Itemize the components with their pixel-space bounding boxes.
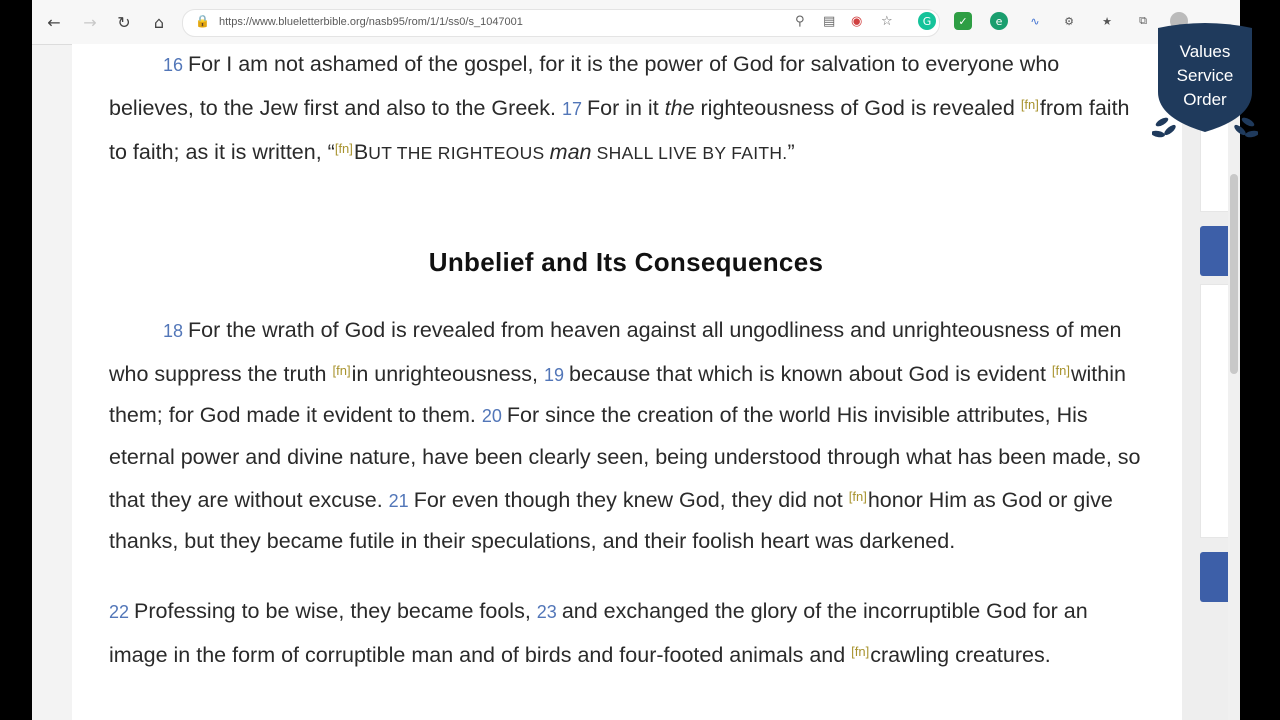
footnote-link[interactable]: [fn] (332, 363, 351, 379)
key-icon[interactable]: ⚲ (795, 14, 805, 29)
values-badge-logo (1152, 22, 1258, 132)
verse-number-23[interactable]: 23 (536, 602, 557, 622)
back-icon[interactable]: ← (47, 12, 61, 32)
tracking-icon[interactable]: ◉ (851, 14, 863, 29)
verse-number-21[interactable]: 21 (388, 490, 409, 511)
verse-number-18[interactable]: 18 (163, 321, 184, 341)
verse-number-22[interactable]: 22 (109, 602, 130, 622)
reader-icon[interactable]: ▤ (823, 14, 836, 29)
verse-number-20[interactable]: 20 (481, 406, 502, 427)
verse-16-text: For I am not ashamed of the gospel, for it is the power of God for salvation to everyone who believes, to the Jew first and also to the Greek. (109, 52, 1060, 121)
audio-extension-icon[interactable]: ∿ (1030, 14, 1040, 28)
browser-toolbar (32, 0, 1240, 45)
paragraph-verses-18-21 (109, 310, 1149, 561)
verse-17-text-a: For in it (586, 96, 665, 121)
favorites-icon[interactable]: ★ (1102, 14, 1112, 28)
verse-17-text-c: from faith to faith; as it is written, “ (109, 96, 1130, 165)
verse-18-text-a: For the wrath of God is revealed from heaven against all ungodliness and unrighteousness of men who suppress the truth (109, 318, 1122, 387)
verse-23-text-a: and exchanged the glory of the incorruptible God for an image in the form of corruptible man and of birds and four-footed animals and (109, 599, 1088, 668)
collections-icon[interactable]: ⧉ (1139, 14, 1147, 27)
verse-20-text: For since the creation of the world His invisible attributes, His eternal power and divine nature, have been clearly seen, being understood through what has been made, so that they are without excuse. (109, 403, 1141, 512)
paragraph-verses-22-23 (109, 591, 1149, 675)
footnote-link[interactable]: [fn] (848, 488, 867, 504)
sidebar-tab-1[interactable] (1200, 226, 1228, 276)
badge-line-values: Values (1179, 42, 1231, 61)
checkmark-extension-icon[interactable]: ✓ (954, 12, 972, 30)
forward-icon[interactable]: → (83, 12, 97, 32)
verse-17-text-b: righteousness of God is revealed (694, 96, 1021, 121)
url-text[interactable]: https://www.blueletterbible.org/nasb95/rom/1/1/ss0/s_1047001 (219, 16, 523, 28)
verse-17-close-quote: ” (787, 140, 795, 165)
verse-17-quote-initial: B (353, 140, 369, 165)
verse-19-text-a: because that which is known about God is evident (569, 362, 1052, 387)
verse-number-16[interactable]: 16 (163, 55, 184, 75)
verse-22-text: Professing to be wise, they became fools, (134, 599, 531, 623)
verse-17-quote-smallcaps: UT THE RIGHTEOUS (368, 143, 550, 164)
grammarly-icon[interactable]: G (918, 12, 936, 30)
badge-line-order: Order (1183, 90, 1227, 109)
verse-21-text-b: honor Him as God or give thanks, but they became futile in their speculations, and their foolish heart was darkened. (109, 487, 1113, 554)
paragraph-verses-16-17 (109, 44, 1149, 174)
badge-line-service: Service (1176, 66, 1234, 85)
sidebar-tab-2[interactable] (1200, 552, 1228, 602)
scrollbar-thumb[interactable] (1230, 174, 1238, 374)
verse-17-quote-smallcaps-end: SHALL LIVE BY FAITH. (591, 143, 788, 164)
verse-19-text-b: within them; for God made it evident to them. (109, 362, 1126, 428)
refresh-icon[interactable]: ↻ (117, 12, 131, 32)
verse-number-19[interactable]: 19 (544, 365, 565, 386)
home-icon[interactable]: ⌂ (153, 12, 165, 32)
puzzle-icon[interactable]: ⚙ (1064, 14, 1074, 28)
verse-21-text-a: For even though they knew God, they did not (413, 487, 849, 512)
favorite-add-icon[interactable]: ☆ (881, 14, 893, 29)
footnote-link[interactable]: [fn] (1051, 363, 1070, 379)
sidebar-panel-middle (1200, 284, 1230, 538)
verse-17-italic-the: the (664, 96, 695, 121)
verse-18-text-b: in unrighteousness, (351, 362, 539, 387)
browser-window (32, 0, 1240, 720)
badge-extension-icon[interactable]: e (990, 12, 1008, 30)
verse-17-italic-man: man (549, 140, 592, 165)
section-heading: Unbelief and Its Consequences (428, 247, 824, 277)
address-bar[interactable] (182, 9, 940, 37)
footnote-link[interactable]: [fn] (1020, 97, 1039, 113)
footnote-link[interactable]: [fn] (334, 141, 353, 157)
badge-text (1152, 40, 1258, 112)
verse-23-text-b: crawling creatures. (870, 643, 1051, 668)
footnote-link[interactable]: [fn] (851, 644, 870, 660)
lock-icon[interactable]: 🔒 (195, 14, 210, 28)
verse-number-17[interactable]: 17 (561, 99, 582, 120)
